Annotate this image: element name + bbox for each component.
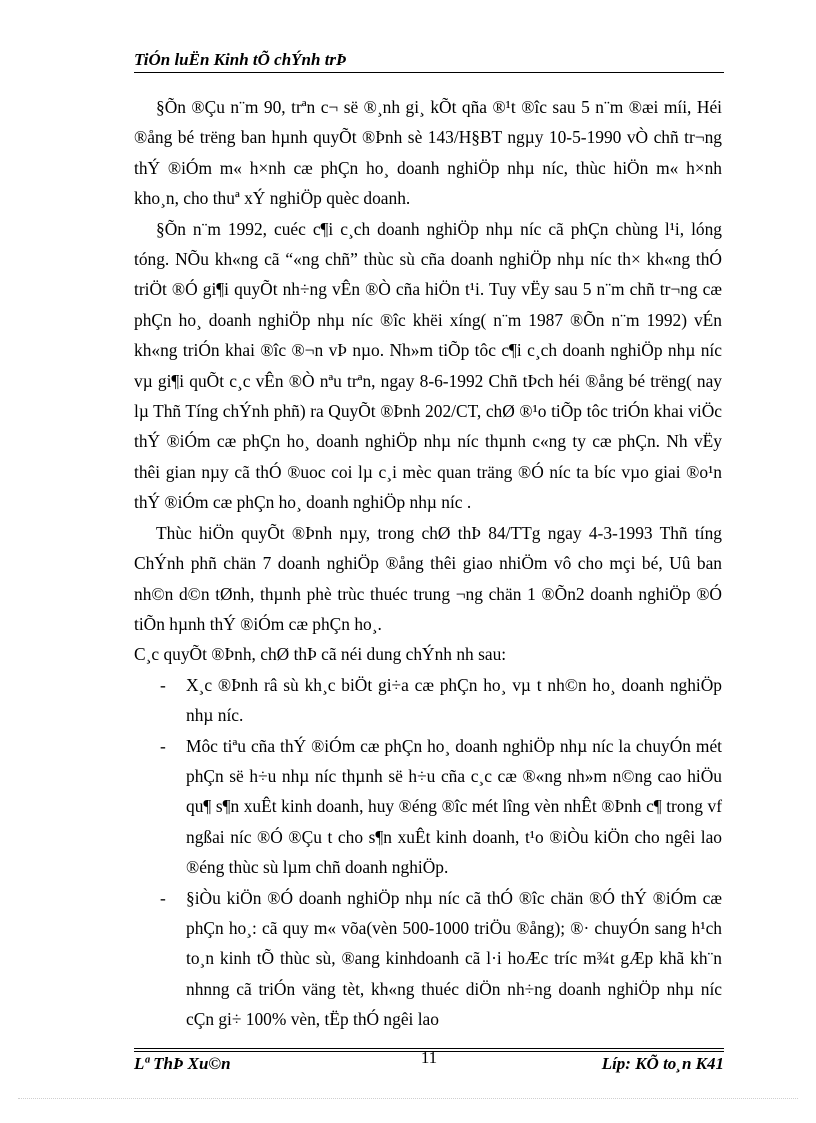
page-footer	[134, 1048, 724, 1076]
page-number: 11	[420, 1048, 438, 1067]
list-item-text: Môc tiªu cña thÝ ®iÓm cæ phÇn ho¸ doanh nghiÖp nhµ níc la chuyÓn mét phÇn së h÷u nhµ níc thµnh së h÷u cña c¸c cæ ®«ng nh»m n©ng cao hiÖu qu¶ s¶n xuÊt kinh doanh, huy ®éng ®îc mét lîng vèn nhÊt ®Þnh c¶ trong vf ngßai níc ®Ó ®Çu t cho s¶n xuÊt kinh doanh, t¹o ®iÒu kiÖn cho ngêi lao ®éng thùc sù lµm chñ doanh nghiÖp.	[186, 735, 722, 878]
dash-bullet: -	[160, 735, 166, 756]
page-header	[134, 48, 724, 72]
list-item-text: §iÒu kiÖn ®Ó doanh nghiÖp nhµ níc cã thÓ ®îc chän ®Ó thÝ ®iÓm cæ phÇn ho¸: cã quy m« võa(vèn 500-1000 triÖu ®ång); ®· chuyÓn sang h¹ch to¸n kinh tÕ thùc sù, ®ang kinhdoanh cã l·i hoÆc tríc m¾t gÆp khã kh¨n nhnng cã triÓn väng tèt, kh«ng thuéc diÖn nh÷ng doanh nghiÖp nhµ níc cÇn gi÷ 100% vèn, tËp thÓ ngêi lao	[186, 887, 722, 1030]
header-title: TiÓn luËn Kinh tÕ chÝnh trÞ	[134, 50, 347, 69]
page-edge-divider	[18, 1098, 798, 1099]
paragraph: §Õn ®Çu n¨m 90, trªn c¬ së ®¸nh gi¸ kÕt qña ®¹t ®îc sau 5 n¨m ®æi míi, Héi ®ång bé trëng ban hµnh quyÕt ®Þnh sè 143/H§BT ngµy 10-5-1990 vÒ chñ tr¬ng thÝ ®iÓm m« h×nh cæ phÇn ho¸ doanh nghiÖp nhµ níc, thùc hiÖn m« h×nh kho¸n, cho thuª xÝ nghiÖp quèc doanh.	[134, 97, 722, 209]
paragraph: Thùc hiÖn quyÕt ®Þnh nµy, trong chØ thÞ 84/TTg ngay 4-3-1993 Thñ tíng ChÝnh phñ chän 7 doanh nghiÖp ®ång thêi giao nhiÖm vô cho mçi bé, Uû ban nh©n d©n tØnh, thµnh phè trùc thuéc trung ¬ng chän 1 ®Õn2 doanh nghiÖp ®Ó tiÕn hµnh thÝ ®iÓm cæ phÇn ho¸.	[134, 522, 722, 634]
bullet-list	[134, 670, 722, 1035]
list-item-text: X¸c ®Þnh râ sù kh¸c biÖt gi÷a cæ phÇn ho¸ vµ t nh©n ho¸ doanh nghiÖp nhµ níc.	[186, 674, 722, 726]
dash-bullet: -	[160, 887, 166, 908]
footer-class: Líp: KÕ to¸n K41	[601, 1054, 724, 1073]
header-divider	[134, 72, 724, 73]
paragraph: C¸c quyÕt ®Þnh, chØ thÞ cã néi dung chÝnh nh sau:	[134, 644, 507, 665]
list-item	[134, 670, 722, 731]
footer-author: Lª ThÞ Xu©n	[134, 1054, 231, 1073]
list-item	[134, 883, 722, 1035]
dash-bullet: -	[160, 674, 166, 695]
paragraph: §Õn n¨m 1992, cuéc c¶i c¸ch doanh nghiÖp nhµ níc cã phÇn chùng l¹i, lóng tóng. NÕu kh«ng cã “«ng chñ” thùc sù cña doanh nghiÖp nhµ níc th× kh«ng thÓ triÖt ®Ó gi¶i quyÕt nh÷ng vÊn ®Ò cña hiÖn t¹i. Tuy vËy sau 5 n¨m chñ tr¬ng cæ phÇn ho¸ doanh nghiÖp nhµ níc ®îc khëi xíng( n¨m 1987 ®Õn n¨m 1992) vÉn kh«ng triÓn khai ®îc ®¬n vÞ nµo. Nh»m tiÕp tôc c¶i c¸ch doanh nghiÖp nhµ níc vµ gi¶i quÕt c¸c vÊn ®Ò nªu trªn, ngay 8-6-1992 Chñ tÞch héi ®ång bé trëng( nay lµ Thñ Tíng chÝnh phñ) ra QuyÕt ®Þnh 202/CT, chØ ®¹o tiÕp tôc triÓn khai viÖc thÝ ®iÓm cæ phÇn ho¸ doanh nghiÖp nhµ níc thµnh c«ng ty cæ phÇn. Nh vËy thêi gian nµy cã thÓ ®uoc coi lµ c¸i mèc quan träng ®Ó níc ta bíc vµo giai ®o¹n thÝ ®iÓm cæ phÇn ho¸ doanh nghiÖp nhµ níc .	[134, 218, 722, 513]
list-item	[134, 731, 722, 883]
document-body	[134, 92, 722, 1035]
